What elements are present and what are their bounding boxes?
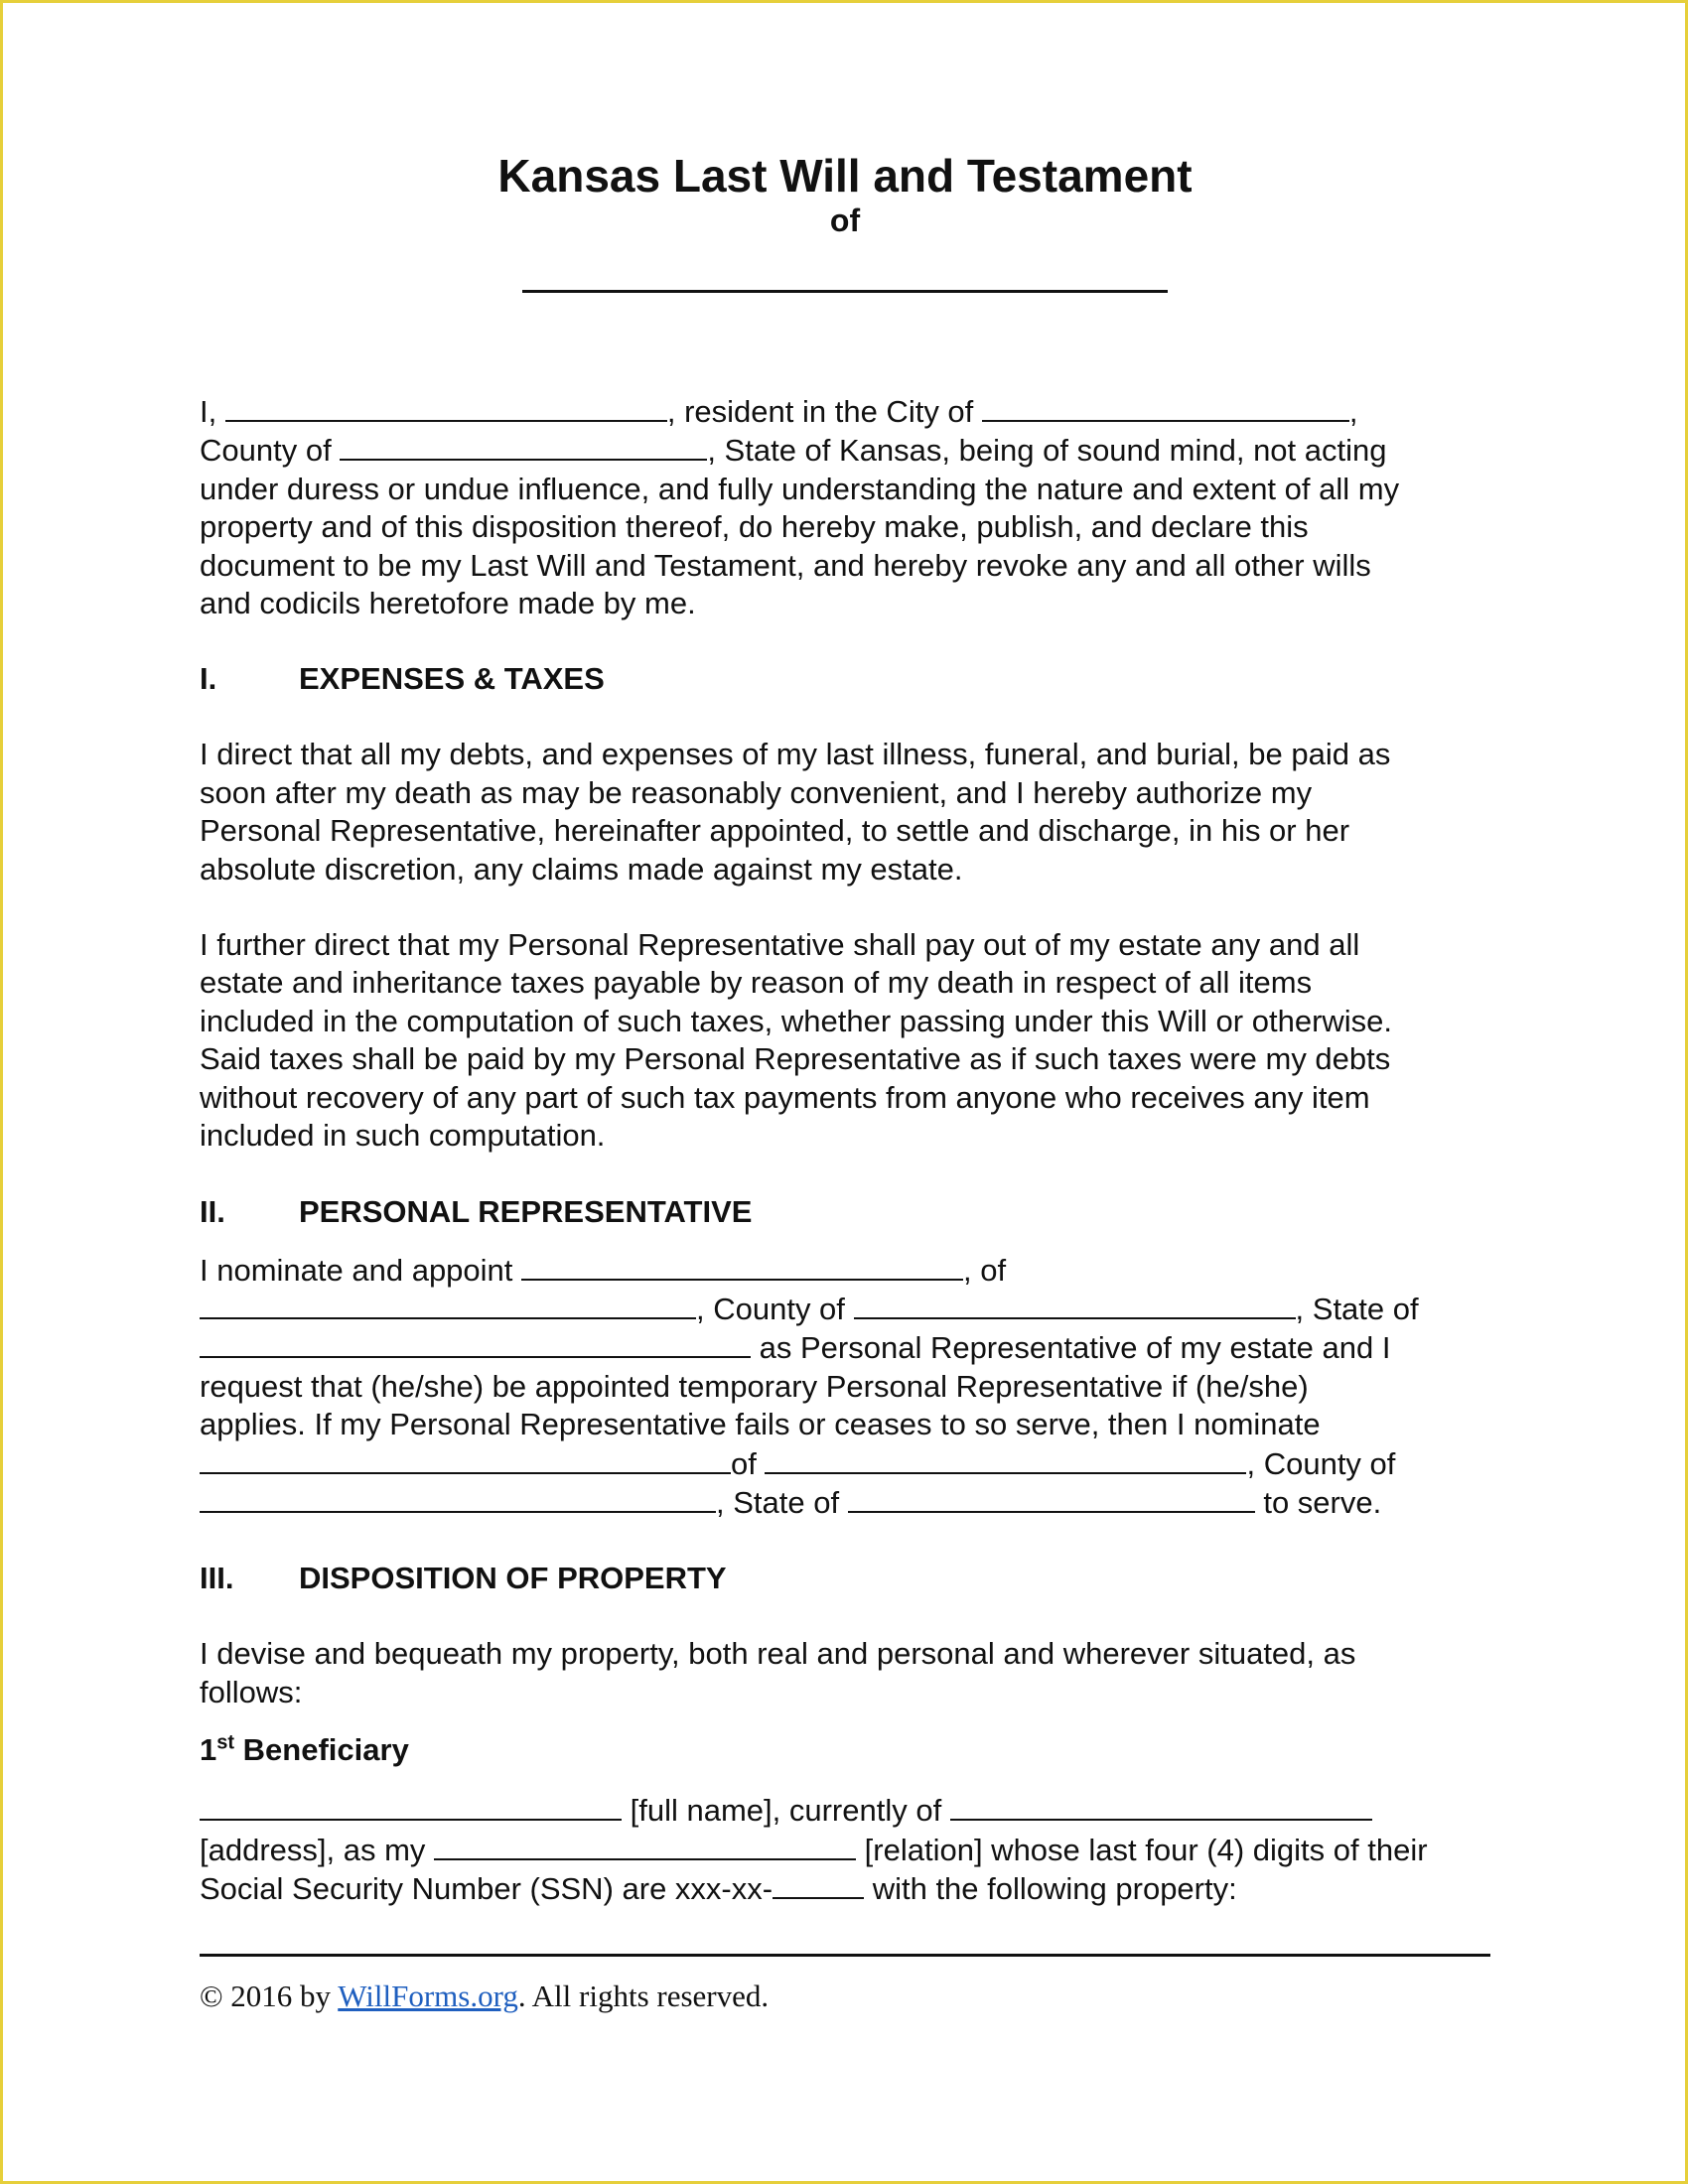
intro-line: and codicils heretofore made by me. [200, 586, 696, 621]
body-line: I devise and bequeath my property, both real and personal and wherever situated, as [200, 1636, 1356, 1672]
beneficiary-address-blank[interactable] [950, 1791, 1372, 1821]
section1-para2 [200, 926, 1490, 1155]
beneficiary-heading [200, 1731, 1490, 1769]
body-text: , State of [716, 1484, 840, 1520]
copyright-text: © 2016 by [200, 1979, 339, 2014]
section-title: DISPOSITION OF PROPERTY [299, 1561, 727, 1596]
body-line: Personal Representative, hereinafter appointed, to settle and discharge, in his or her [200, 813, 1350, 849]
intro-paragraph [200, 392, 1490, 622]
body-line [200, 1444, 1490, 1483]
body-line: Said taxes shall be paid by my Personal Representative as if such taxes were my debts [200, 1041, 1391, 1077]
document-page [200, 149, 1490, 2014]
body-line [200, 1290, 1490, 1328]
body-line: follows: [200, 1674, 303, 1709]
intro-text: , [1348, 394, 1358, 429]
property-description-line[interactable] [200, 1954, 1490, 1957]
alternate-county-blank[interactable] [200, 1483, 716, 1513]
beneficiary-relation-blank[interactable] [434, 1831, 856, 1860]
city-blank[interactable] [982, 392, 1349, 422]
intro-line: document to be my Last Will and Testament, and hereby revoke any and all other wills [200, 547, 1371, 583]
intro-line: property and of this disposition thereof, do hereby make, publish, and declare this [200, 509, 1309, 545]
intro-line [200, 392, 1490, 431]
alternate-city-blank[interactable] [765, 1444, 1246, 1474]
body-text: to serve. [1263, 1484, 1382, 1520]
intro-text: , resident in the City of [666, 394, 974, 429]
body-line: estate and inheritance taxes payable by reason of my death in respect of all items [200, 965, 1313, 1001]
section-title: EXPENSES & TAXES [299, 661, 605, 697]
testator-name-blank[interactable] [225, 392, 667, 422]
intro-line [200, 431, 1490, 470]
document-subtitle: of [829, 203, 861, 238]
intro-text: I, [200, 394, 217, 429]
section-heading [200, 1193, 1490, 1231]
body-text: [full name], currently of [630, 1793, 942, 1829]
body-line: applies. If my Personal Representative fails or ceases to so serve, then I nominate [200, 1407, 1321, 1442]
section-number: II. [200, 1193, 225, 1229]
body-line: absolute discretion, any claims made against my estate. [200, 851, 963, 887]
body-text: [address], as my [200, 1832, 426, 1867]
alternate-name-blank[interactable] [200, 1444, 731, 1474]
section3-intro [200, 1635, 1490, 1711]
section-number: III. [200, 1561, 234, 1596]
intro-text: County of [200, 433, 332, 469]
representative-state-blank[interactable] [200, 1328, 751, 1358]
copyright-footer [200, 1979, 1490, 2014]
body-text: as Personal Representative of my estate and I [759, 1330, 1391, 1366]
body-line: I direct that all my debts, and expenses of my last illness, funeral, and burial, be paid as [200, 737, 1391, 772]
body-text: , County of [696, 1291, 845, 1326]
body-text: , of [963, 1252, 1007, 1288]
document-title: Kansas Last Will and Testament [497, 150, 1193, 202]
copyright-text: . All rights reserved. [517, 1979, 770, 2014]
body-line [200, 1483, 1490, 1522]
body-line: without recovery of any part of such tax payments from anyone who receives any item [200, 1079, 1370, 1115]
representative-name-blank[interactable] [521, 1251, 963, 1281]
body-text: I nominate and appoint [200, 1252, 513, 1288]
body-text: Social Security Number (SSN) are xxx-xx- [200, 1870, 774, 1906]
section-heading [200, 1560, 1490, 1597]
body-line [200, 1328, 1490, 1367]
body-line: included in the computation of such taxes, whether passing under this Will or otherwise. [200, 1003, 1393, 1038]
body-line [200, 1831, 1490, 1869]
section-number: I. [200, 661, 217, 697]
ssn-digits-blank[interactable] [773, 1869, 864, 1899]
body-text: with the following property: [872, 1870, 1237, 1906]
beneficiary-body [200, 1791, 1490, 1908]
beneficiary-name-blank[interactable] [200, 1791, 622, 1821]
willforms-link[interactable]: WillForms.org [338, 1979, 518, 2014]
body-line [200, 1251, 1490, 1290]
representative-city-blank[interactable] [200, 1290, 696, 1319]
body-text: , County of [1246, 1445, 1396, 1481]
beneficiary-label: Beneficiary [242, 1732, 409, 1768]
section1-para1 [200, 736, 1490, 888]
section-heading [200, 660, 1490, 698]
section2-body [200, 1251, 1490, 1523]
representative-county-blank[interactable] [854, 1290, 1296, 1319]
body-line: I further direct that my Personal Representative shall pay out of my estate any and all [200, 927, 1360, 963]
county-blank[interactable] [340, 431, 707, 461]
beneficiary-number: 1 [200, 1732, 217, 1768]
body-line: included in such computation. [200, 1118, 606, 1154]
body-text: , State of [1295, 1291, 1419, 1326]
alternate-state-blank[interactable] [848, 1483, 1255, 1513]
body-line: request that (he/she) be appointed temporary Personal Representative if (he/she) [200, 1368, 1309, 1404]
body-text: of [731, 1445, 757, 1481]
testator-name-field[interactable] [522, 290, 1168, 293]
body-line [200, 1869, 1490, 1908]
section-title: PERSONAL REPRESENTATIVE [299, 1193, 753, 1229]
body-line: soon after my death as may be reasonably convenient, and I hereby authorize my [200, 774, 1313, 810]
body-line [200, 1791, 1490, 1830]
intro-text: , State of Kansas, being of sound mind, not acting [707, 433, 1387, 469]
beneficiary-ordinal: st [216, 1731, 235, 1754]
body-text: [relation] whose last four (4) digits of their [864, 1832, 1428, 1867]
intro-line: under duress or undue influence, and fully understanding the nature and extent of all my [200, 471, 1400, 506]
